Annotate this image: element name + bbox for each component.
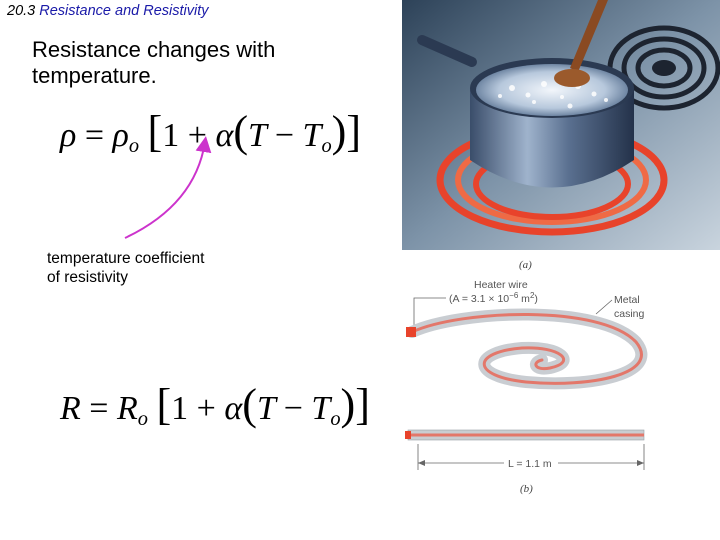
area-label: ($A = 3.1 \times 10^{-6}$ $m^2$) (449, 291, 538, 305)
resistivity-equation: $\rho = \rho_o$ $[1 + \alpha(T - T_o)]$ (60, 107, 362, 158)
figure-label-b: (b) (520, 483, 533, 495)
stove-photo (402, 0, 720, 250)
metal-label: Metal (614, 294, 640, 306)
section-title: Resistance and Resistivity (39, 3, 209, 19)
body-text: Resistance changes with temperature. (32, 37, 276, 88)
figure-label-a: (a) (519, 259, 532, 271)
length-label: L = 1.1 m (508, 458, 552, 470)
heater-wire-diagram (400, 270, 720, 480)
casing-label: casing (614, 308, 645, 320)
boiling-water (476, 64, 628, 116)
section-number: 20.3 (7, 3, 36, 19)
resistance-equation: $R = R_o$ $[1 + \alpha(T - T_o)]$ (60, 380, 370, 431)
heater-wire-label: Heater wire (474, 279, 528, 291)
temperature-coefficient-annotation: temperature coefficient of resistivity (47, 250, 205, 286)
